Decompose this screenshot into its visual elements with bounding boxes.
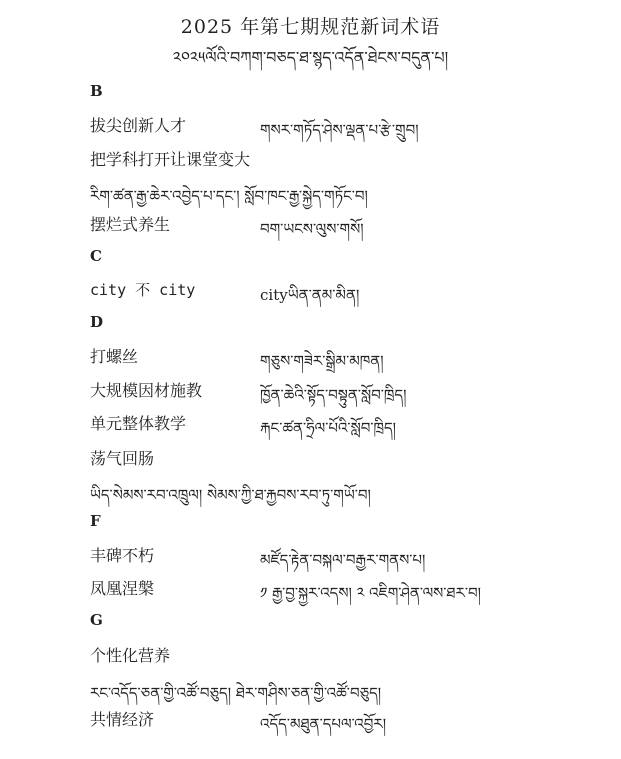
term-tibetan: ཡིད་སེམས་རབ་འཁྲུལ། སེམས་ཀྱི་ཐ་རྐྱབས་རབ་ཏུ་གཡོ་བ། — [90, 486, 371, 504]
term-chinese: city 不 city — [90, 281, 196, 299]
term-chinese: 大规模因材施教 — [90, 381, 203, 400]
term-chinese: 单元整体教学 — [90, 414, 187, 433]
section-letter-f: F — [90, 512, 101, 530]
term-tibetan: རྐང་ཚན་ཧྲིལ་པོའི་སློབ་ཁྲིད། — [260, 419, 396, 437]
section-letter-b: B — [90, 82, 103, 100]
term-chinese: 打螺丝 — [90, 347, 139, 366]
section-letter-g: G — [90, 611, 103, 629]
section-letter-c: C — [90, 247, 102, 265]
term-chinese: 共情经济 — [90, 710, 155, 729]
term-tibetan: མཛོད་རྟེན་བསྐལ་བརྒྱར་གནས་པ། — [260, 551, 426, 569]
document-title: 2025 年第七期规范新词术语 — [180, 16, 441, 38]
term-chinese: 凤凰涅槃 — [90, 579, 155, 598]
term-tibetan: གཅུས་གཟེར་སྒྲིམ་མཁན། — [260, 352, 384, 370]
term-tibetan: རིག་ཚན་རྒྱ་ཆེར་འབྱེད་པ་དང་། སློབ་ཁང་རྒྱ་སྐྱེད་གཏོང་བ། — [90, 187, 368, 205]
term-tibetan: གསར་གཏོད་ཤེས་ལྡན་པ་རྩེ་གྲུབ། — [260, 121, 419, 139]
term-tibetan: འདོད་མཐུན་དཔལ་འབྱོར། — [260, 715, 387, 733]
term-tibetan: cityཡིན་ནམ་མིན། — [260, 286, 360, 304]
term-chinese: 拔尖创新人才 — [90, 116, 187, 135]
term-chinese: 丰碑不朽 — [90, 546, 155, 565]
section-letter-d: D — [90, 313, 104, 331]
term-chinese: 个性化营养 — [90, 646, 171, 665]
term-chinese: 摆烂式养生 — [90, 215, 171, 234]
term-tibetan: རང་འདོད་ཅན་གྱི་འཚོ་བཅུད། ཐེར་གཤིས་ཅན་གྱི་འཚོ་བཅུད། — [90, 684, 382, 702]
term-chinese: 荡气回肠 — [90, 449, 155, 468]
document-subtitle-tibetan: ༢༠༢༥ལོའི་བཀག་བཅད་ཐ་སྙད་འདོན་ཐེངས་བདུན་པ། — [172, 48, 449, 67]
term-tibetan: བག་ཡངས་ལུས་གསོ། — [260, 220, 364, 238]
term-tibetan: ༡ རྒྱ་བྱ་སྐྱར་འདས། ༢ འཇིག་ཤེན་ལས་ཐར་བ། — [260, 584, 481, 602]
term-chinese: 把学科打开让课堂变大 — [90, 150, 251, 169]
term-tibetan: ཁྱོན་ཆེའི་སྟོད་བསྟུན་སློབ་ཁྲིད། — [260, 386, 407, 404]
